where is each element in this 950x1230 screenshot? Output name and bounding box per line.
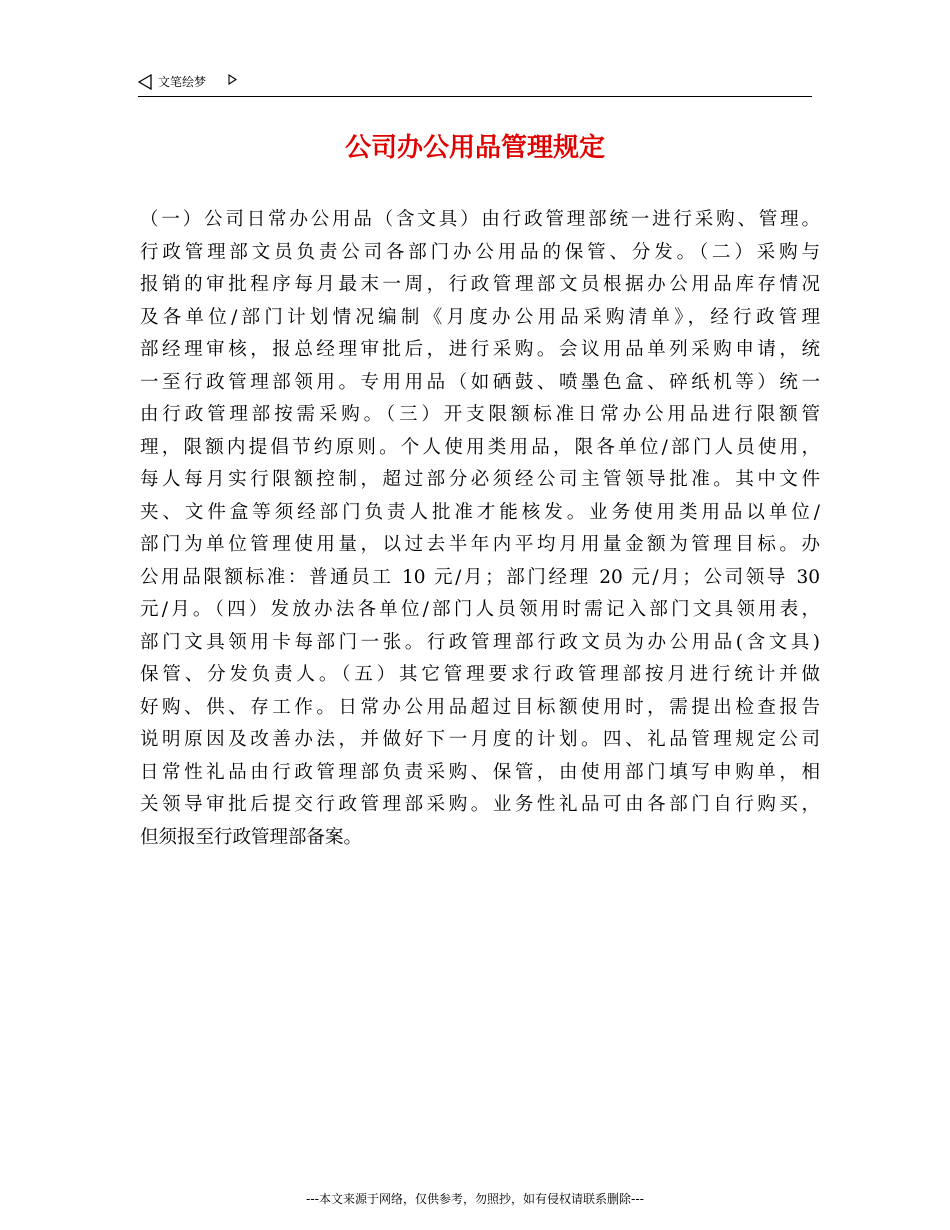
body-line: 公用品限额标准：普通员工 10 元/月；部门经理 20 元/月；公司领导 30	[140, 566, 820, 588]
body-line: 但须报至行政管理部备案。	[140, 826, 363, 848]
body-line: （一）公司日常办公用品（含文具）由行政管理部统一进行采购、管理。	[140, 209, 820, 230]
body-line: 夹、文件盒等须经部门负责人批准才能核发。业务使用类用品以单位/	[140, 501, 820, 523]
body-line: 部经理审核，报总经理审批后，进行采购。会议用品单列采购申请，统	[140, 339, 820, 360]
header-brand: 文笔绘梦	[158, 75, 207, 89]
triangle-right-icon	[228, 74, 237, 85]
triangle-left-icon	[138, 74, 152, 90]
body-line: 关领导审批后提交行政管理部采购。业务性礼品可由各部门自行购买，	[140, 794, 820, 815]
page-header	[138, 70, 812, 97]
body-line: 理，限额内提倡节约原则。个人使用类用品，限各单位/部门人员使用，	[140, 436, 820, 458]
body-line: 元/月。（四）发放办法各单位/部门人员领用时需记入部门文具领用表，	[140, 599, 820, 620]
body-line: 每人每月实行限额控制，超过部分必须经公司主管领导批准。其中文件	[140, 469, 820, 490]
document-title: 公司办公用品管理规定	[344, 133, 605, 163]
body-line: 行政管理部文员负责公司各部门办公用品的保管、分发。（二）采购与	[140, 241, 820, 263]
body-line: 保管、分发负责人。（五）其它管理要求行政管理部按月进行统计并做	[140, 664, 820, 685]
body-line: 部门为单位管理使用量，以过去半年内平均月用量金额为管理目标。办	[140, 534, 820, 555]
body-line: 日常性礼品由行政管理部负责采购、保管，由使用部门填写申购单，相	[140, 761, 820, 783]
footer-disclaimer: ---本文来源于网络，仅供参考，勿照抄，如有侵权请联系删除---	[306, 1192, 644, 1206]
body-line: 报销的审批程序每月最末一周，行政管理部文员根据办公用品库存情况	[140, 274, 820, 295]
body-line: 好购、供、存工作。日常办公用品超过目标额使用时，需提出检查报告	[140, 696, 820, 718]
body-line: 由行政管理部按需采购。（三）开支限额标准日常办公用品进行限额管	[140, 404, 820, 425]
body-line: 及各单位/部门计划情况编制《月度办公用品采购清单》，经行政管理	[140, 306, 820, 328]
body-line: 一至行政管理部领用。专用用品（如硒鼓、喷墨色盒、碎纸机等）统一	[140, 371, 820, 393]
body-line: 说明原因及改善办法，并做好下一月度的计划。四、礼品管理规定公司	[140, 729, 820, 750]
document-body	[140, 204, 820, 854]
body-line: 部门文具领用卡每部门一张。行政管理部行政文员为办公用品(含文具)	[140, 631, 820, 653]
